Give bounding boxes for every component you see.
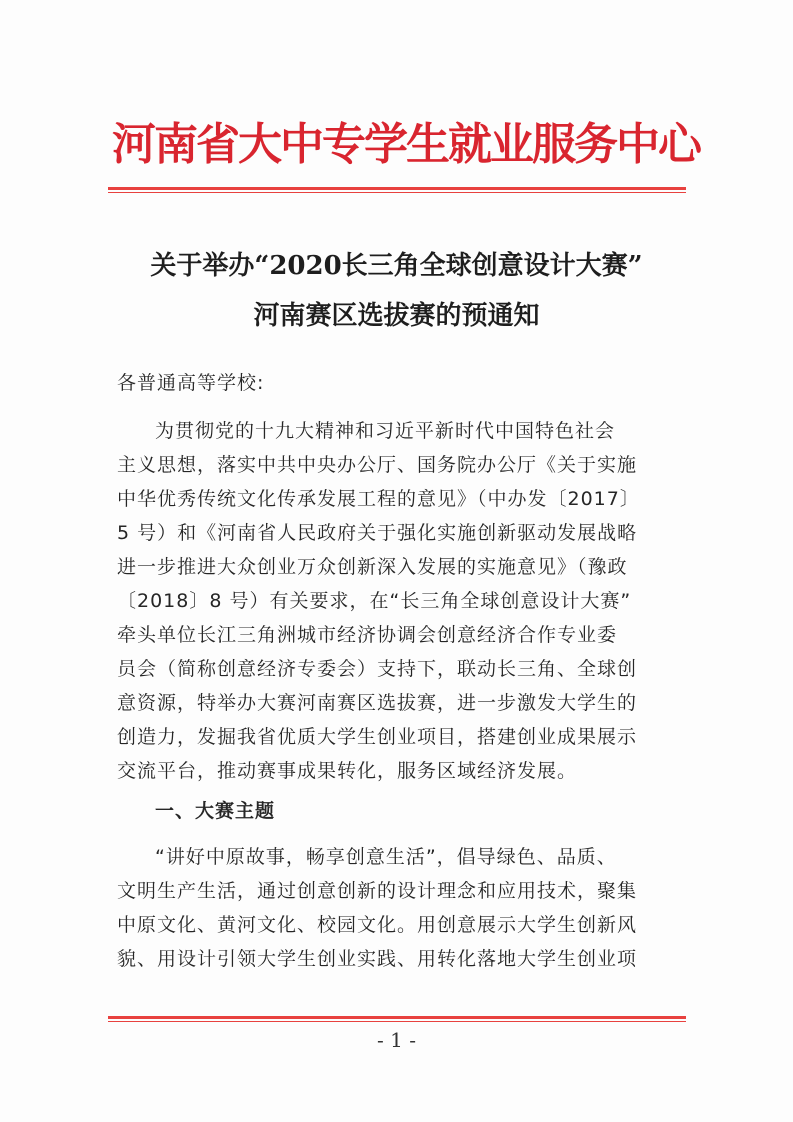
- body-line: 交流平台，推动赛事成果转化，服务区域经济发展。: [117, 760, 578, 782]
- section-heading: 一、大赛主题: [155, 800, 276, 822]
- body-line: 牵头单位长江三角洲城市经济协调会创意经济合作专业委: [117, 624, 618, 646]
- section-line: 文明生产生活，通过创意创新的设计理念和应用技术，聚集: [117, 880, 638, 902]
- section-line: 貌、用设计引领大学生创业实践、用转化落地大学生创业项: [117, 948, 638, 970]
- body-line: 中华优秀传统文化传承发展工程的意见》（中办发〔2017〕: [117, 488, 640, 510]
- body-line: 5 号）和《河南省人民政府关于强化实施创新驱动发展战略: [117, 522, 638, 544]
- body-line: 员会（简称创意经济专委会）支持下，联动长三角、全球创: [117, 658, 638, 680]
- body-line: 意资源，特举办大赛河南赛区选拔赛，进一步激发大学生的: [117, 692, 638, 714]
- document-title-line-2: 河南赛区选拔赛的预通知: [253, 301, 540, 331]
- organization-header: 河南省大中专学生就业服务中心: [112, 119, 700, 170]
- header-divider-thick: [108, 187, 686, 190]
- salutation: 各普通高等学校:: [117, 372, 265, 394]
- section-line: 中原文化、黄河文化、校园文化。用创意展示大学生创新风: [117, 914, 638, 936]
- page-number: - 1 -: [377, 1028, 416, 1052]
- footer-divider: [108, 1016, 686, 1022]
- document-title-line-1: 关于举办“2020长三角全球创意设计大赛”: [150, 251, 643, 281]
- body-line: 〔2018〕8 号）有关要求，在“长三角全球创意设计大赛”: [117, 590, 632, 612]
- footer-divider-thin: [108, 1021, 686, 1022]
- header-divider: [108, 187, 686, 193]
- header-divider-thin: [108, 192, 686, 193]
- body-line: 主义思想，落实中共中央办公厅、国务院办公厅《关于实施: [117, 454, 638, 476]
- body-line: 创造力，发掘我省优质大学生创业项目，搭建创业成果展示: [117, 726, 638, 748]
- footer-divider-thick: [108, 1016, 686, 1019]
- body-line: 为贯彻党的十九大精神和习近平新时代中国特色社会: [155, 420, 616, 442]
- body-line: 进一步推进大众创业万众创新深入发展的实施意见》（豫政: [117, 556, 628, 578]
- section-line: “讲好中原故事，畅享创意生活”，倡导绿色、品质、: [155, 846, 617, 868]
